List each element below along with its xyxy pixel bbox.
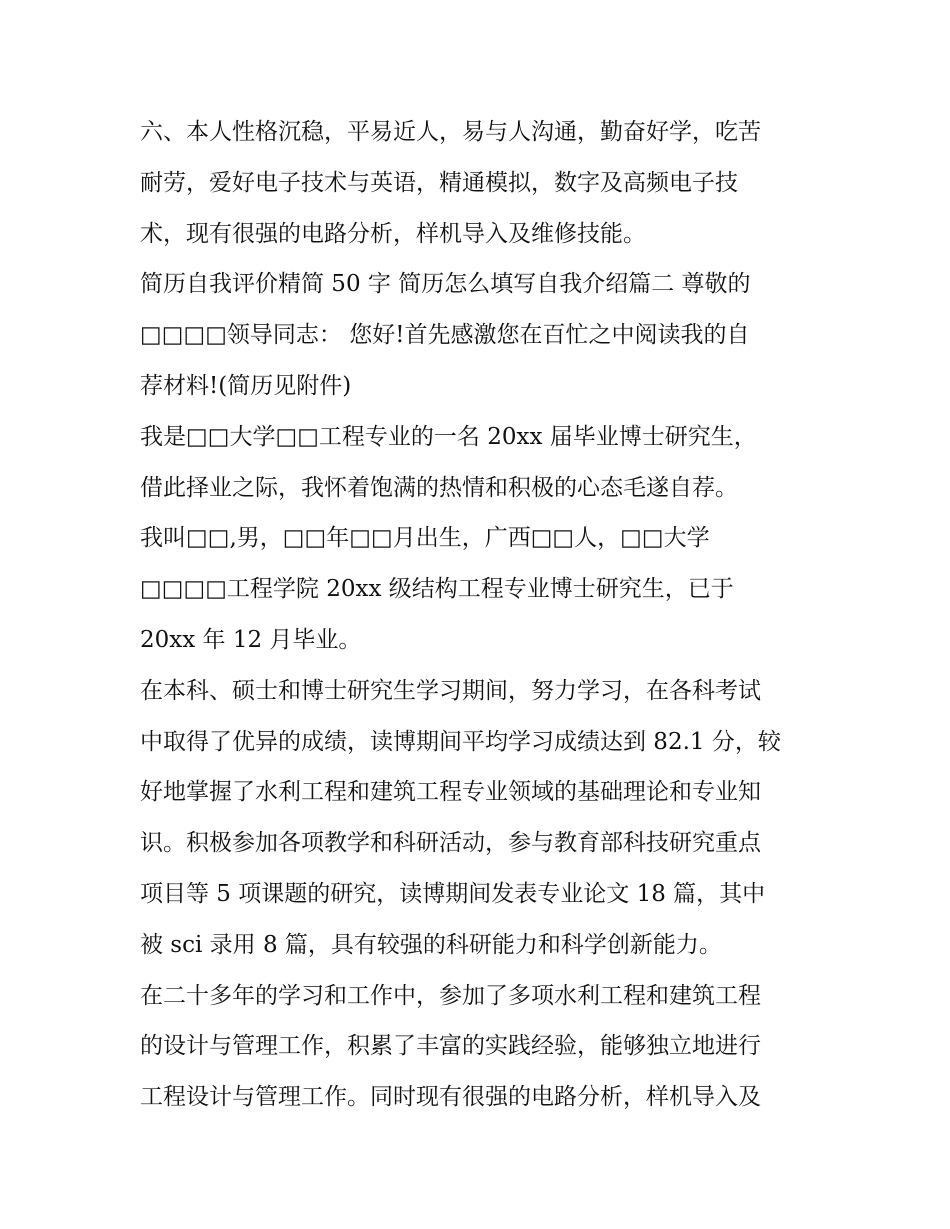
text-line-3: 术，现有很强的电路分析，样机导入及维修技能。 [140,220,646,247]
text-line-13: 中取得了优异的成绩，读博期间平均学习成绩达到 82.1 分，较 [140,728,781,755]
text-line-14: 好地掌握了水利工程和建筑工程专业领域的基础理论和专业知 [140,779,761,806]
text-line-11: 20xx 年 12 月毕业。 [140,626,362,653]
text-line-17: 被 sci 录用 8 篇，具有较强的科研能力和科学创新能力。 [140,931,722,958]
text-line-12: 在本科、硕士和博士研究生学习期间，努力学习，在各科考试 [140,677,761,704]
text-line-1: 六、本人性格沉稳，平易近人，易与人沟通，勤奋好学，吃苦 [140,119,761,145]
text-line-18: 在二十多年的学习和工作中，参加了多项水利工程和建筑工程 [140,982,761,1009]
text-line-5: □□□□领导同志： 您好!首先感激您在百忙之中阅读我的自 [140,322,750,349]
text-line-2: 耐劳，爱好电子技术与英语，精通模拟，数字及高频电子技 [140,169,738,196]
text-line-15: 识。积极参加各项教学和科研活动，参与教育部科技研究重点 [140,830,761,857]
text-line-4: 简历自我评价精简 50 字 简历怎么填写自我介绍篇二 尊敬的 [140,271,751,298]
text-line-7: 我是□□大学□□工程专业的一名 20xx 届毕业博士研究生， [140,423,757,450]
text-line-9: 我叫□□,男，□□年□□月出生，广西□□人，□□大学 [140,525,710,552]
document-body [140,107,820,1123]
text-line-20: 工程设计与管理工作。同时现有很强的电路分析，样机导入及 [140,1084,761,1111]
text-line-8: 借此择业之际，我怀着饱满的热情和积极的心态毛遂自荐。 [140,474,738,501]
text-line-10: □□□□工程学院 20xx 级结构工程专业博士研究生，已于 [140,576,734,603]
text-line-6: 荐材料!(简历见附件) [140,372,352,399]
text-line-19: 的设计与管理工作，积累了丰富的实践经验，能够独立地进行 [140,1033,761,1060]
text-line-16: 项目等 5 项课题的研究，读博期间发表专业论文 18 篇，其中 [140,880,766,907]
